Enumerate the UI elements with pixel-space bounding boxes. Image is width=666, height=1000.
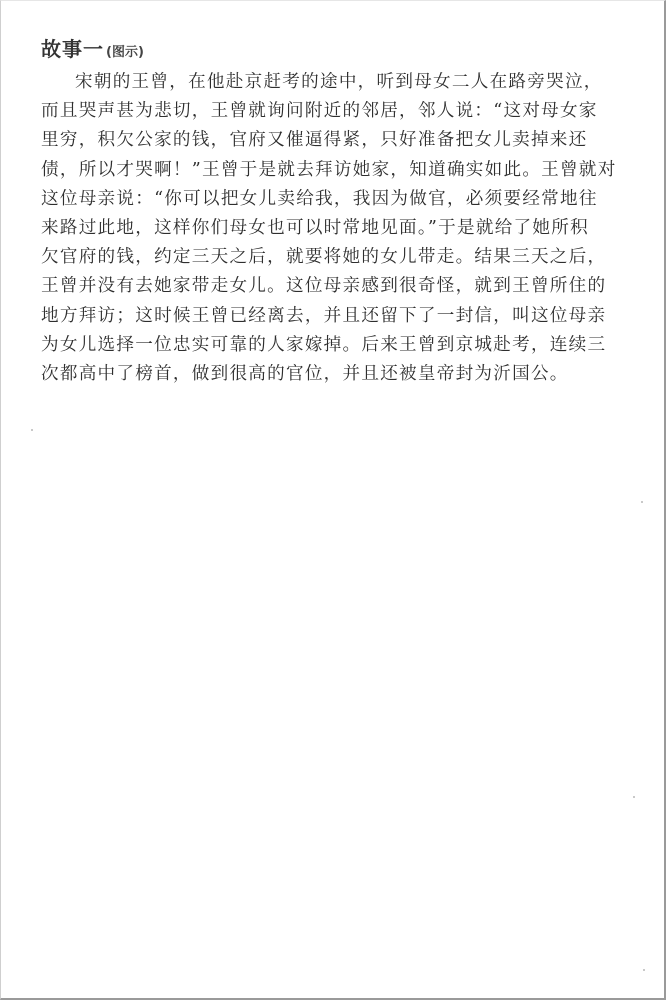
text-line: 次都高中了榜首，做到很高的官位，并且还被皇帝封为沂国公。 bbox=[41, 364, 569, 385]
text-line: 债，所以才哭啊！”王曾于是就去拜访她家，知道确实如此。王曾就对 bbox=[41, 159, 617, 180]
text-line: 地方拜访；这时候王曾已经离去，并且还留下了一封信，叫这位母亲 bbox=[41, 305, 607, 326]
text-line: 为女儿选择一位忠实可靠的人家嫁掉。后来王曾到京城赴考，连续三 bbox=[41, 334, 607, 355]
text-line: 宋朝的王曾，在他赴京赶考的途中，听到母女二人在路旁哭泣， bbox=[75, 72, 603, 92]
story-subtitle: (图示) bbox=[106, 45, 144, 60]
text-line: 里穷，积欠公家的钱，官府又催逼得紧，只好准备把女儿卖掉来还 bbox=[41, 130, 588, 151]
scan-speck bbox=[633, 796, 635, 798]
text-line: 王曾并没有去她家带走女儿。这位母亲感到很奇怪，就到王曾所住的 bbox=[41, 276, 607, 297]
story-title: 故事一 bbox=[41, 37, 104, 61]
page-content bbox=[41, 33, 641, 389]
text-line: 来路过此地，这样你们母女也可以时常地见面。”于是就给了她所积 bbox=[41, 218, 589, 239]
scan-speck bbox=[641, 501, 643, 503]
text-line: 欠官府的钱，约定三天之后，就要将她的女儿带走。结果三天之后， bbox=[41, 247, 607, 268]
text-line: 而且哭声甚为悲切，王曾就询问附近的邻居，邻人说：“这对母女家 bbox=[41, 101, 598, 122]
scan-speck bbox=[31, 429, 33, 431]
story-heading bbox=[41, 33, 641, 62]
scan-speck bbox=[643, 969, 645, 971]
text-line: 这位母亲说：“你可以把女儿卖给我，我因为做官，必须要经常地往 bbox=[41, 188, 598, 209]
story-paragraph bbox=[41, 68, 641, 389]
